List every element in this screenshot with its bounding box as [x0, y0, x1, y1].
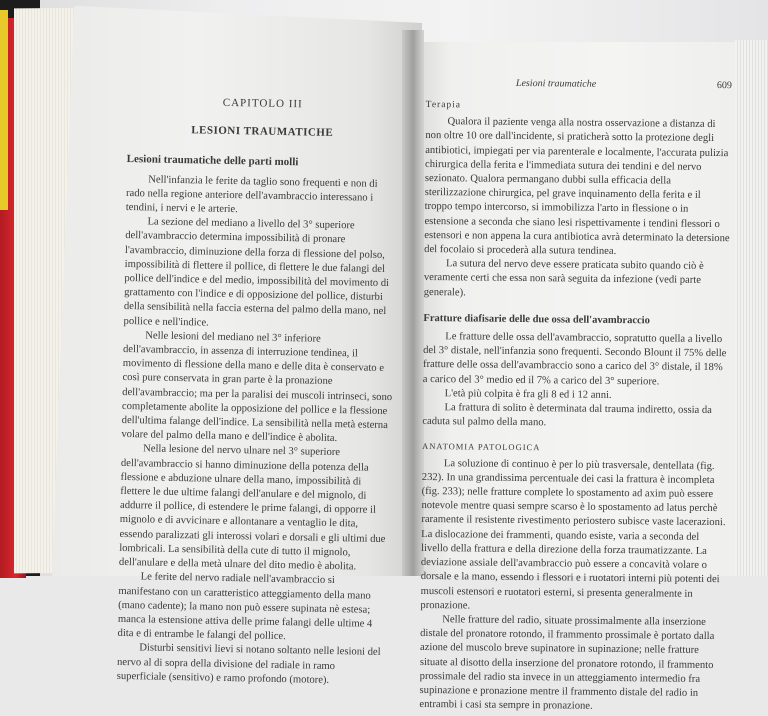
left-page-text [117, 92, 398, 689]
paragraph: La frattura di solito è determinata dal trauma indiretto, ossia da caduta sul palmo della mano. [422, 402, 712, 429]
therapy-heading: Terapia [425, 99, 462, 111]
right-page-edges [735, 40, 768, 576]
paragraph: Disturbi sensitivi lievi si notano soltanto nelle lesioni del nervo al di sopra della divisione del radiale in ramo superficiale (sensitivo) e ramo profondo (motore). [116, 642, 381, 686]
paragraph: L'età più colpita è fra gli 8 ed i 12 anni. [444, 388, 612, 401]
page-number: 609 [716, 80, 732, 92]
right-page-text [419, 76, 732, 715]
paragraph: Nella lesione del nervo ulnare nel 3° superiore dell'avambraccio si hanno diminuzione della potenza della flessione e abduzione ulnare della mano, impossibilità di flettere le due ultime falangi dell'anulare e del mignolo, di addurre il pollice, di estendere le prime falangi, di opporre il mignolo e di avvicinare e allontanare a ventaglio le dita, essendo paralizzati gli interossi volari e dorsali e gli ultimi due lombricali. La sensibilità della cute di tutto il mignolo, dell'anulare e della metà ulnare del dito medio è abolita. [118, 443, 386, 573]
yellow-book-spine [0, 10, 8, 210]
chapter-number: CAPITOLO III [222, 96, 303, 111]
running-head: Lesioni traumatiche [515, 77, 597, 90]
paragraph: La sutura del nervo deve essere praticata subito quando ciò è veramente certi che essa non sarà seguita da infezione (vedi parte generale). [423, 258, 704, 299]
paragraph: Le fratture delle ossa dell'avambraccio, sopratutto quella a livello del 3° distale, nell'infanzia sono frequenti. Secondo Blount il 75% delle fratture delle ossa dell'avambraccio sono a carico del 3° distale, il 18% a carico del 3° medio ed il 7% a carico del 3° superiore. [422, 331, 727, 388]
paragraph: La soluzione di continuo è per lo più trasversale, dentellata (fig. 232). In una grandissima percentuale dei casi la frattura è incompleta (fig. 233); nelle fratture complete lo spostamento ad axim può essere notevole mentre quasi sempre scarso è lo spostamento ad latus perchè raramente il resistente rivestimento periostero subisce vaste lacerazioni. La dislocazione dei frammenti, quando esiste, varia a seconda del livello della frattura e della direzione della forza traumatizzante. La deviazione assiale dell'avambraccio può essere a concavità volare o dorsale e la mano, essendo i flessori e i ruotatori interni più potenti dei muscoli estensori e ruotatori esterni, si presenta generalmente in pronazione. [420, 457, 726, 612]
paragraph: Nell'infanzia le ferite da taglio sono frequenti e non di rado nella regione anteriore dell'avambraccio interessano i tendini, i nervi e le arterie. [125, 174, 378, 216]
chapter-title: LESIONI TRAUMATICHE [191, 124, 334, 140]
section-heading: Lesioni traumatiche delle parti molli [126, 153, 299, 169]
anatomy-heading: ANATOMIA PATOLOGICA [422, 441, 541, 453]
paragraph: Nelle lesioni del mediano nel 3° inferiore dell'avambraccio, in assenza di interruzione tendinea, il movimento di flessione della mano e delle dita è conservato e così pure conservata in gran parte è la pronazione dell'avambraccio; ma per la paralisi dei muscoli intrinseci, sono completamente abolite la opposizione del pollice e la flessione dell'ultima falange dell'indice. La sensibilità nella metà esterna volare del palmo della mano e dell'indice è abolita. [121, 330, 393, 445]
paragraph: Qualora il paziente venga alla nostra osservazione a distanza di non oltre 10 ore dall'incidente, si praticherà sotto la protezione degli antibiotici, impiegati per via parenterale e localmente, l'accurata pulizia chirurgica della ferita e l'immediata sutura dei tendini e del nervo sezionato. Qualora permangano dubbi sulla efficacia della sterilizzazione chirurgica, pel grave inquinamento della ferita e il troppo tempo intercorso, si immobilizza l'arto in flessione o in estensione a seconda che siano lesi rispettivamente i tendini flessori o estensori e non appena la cura antibiotica avrà determinato la detersione del focolaio si procederà alla sutura tendinea. [424, 116, 730, 258]
page-header [426, 76, 732, 97]
fracture-section-heading: Fratture diafisarie delle due ossa dell'avambraccio [423, 312, 650, 327]
paragraph: Nelle fratture del radio, situate prossimalmente alla inserzione distale del pronatore rotondo, il frammento prossimale è portato dalla azione del muscolo breve supinatore in supinazione; nelle fratture situate al disotto della inserzione del pronatore rotondo, il frammento prossimale del radio sta invece in un atteggiamento intermedio fra supinazione e pronazione mentre il frammento distale del radio in entrambi i casi sta sempre in pronazione. [419, 614, 715, 712]
paragraph: La sezione del mediano a livello del 3° superiore dell'avambraccio determina impossibilità di pronare l'avambraccio, diminuzione della forza di flessione del polso, impossibilità di flettere il pollice, di flettere le due falangi del pollice dell'indice e del medio, impossibilità del movimento di grattamento con l'indice e di opposizione del pollice, disturbi della sensibilità nella faccia esterna del palmo della mano, nel pollice e nell'indice. [123, 216, 390, 329]
paragraph: Le ferite del nervo radiale nell'avambraccio si manifestano con un caratteristico atteggiamento della mano (mano cadente); la mano non può essere supinata nè estesa; manca la estensione attiva delle prime falangi delle ultime 4 dita e di entrambe le falangi del pollice. [117, 571, 373, 643]
